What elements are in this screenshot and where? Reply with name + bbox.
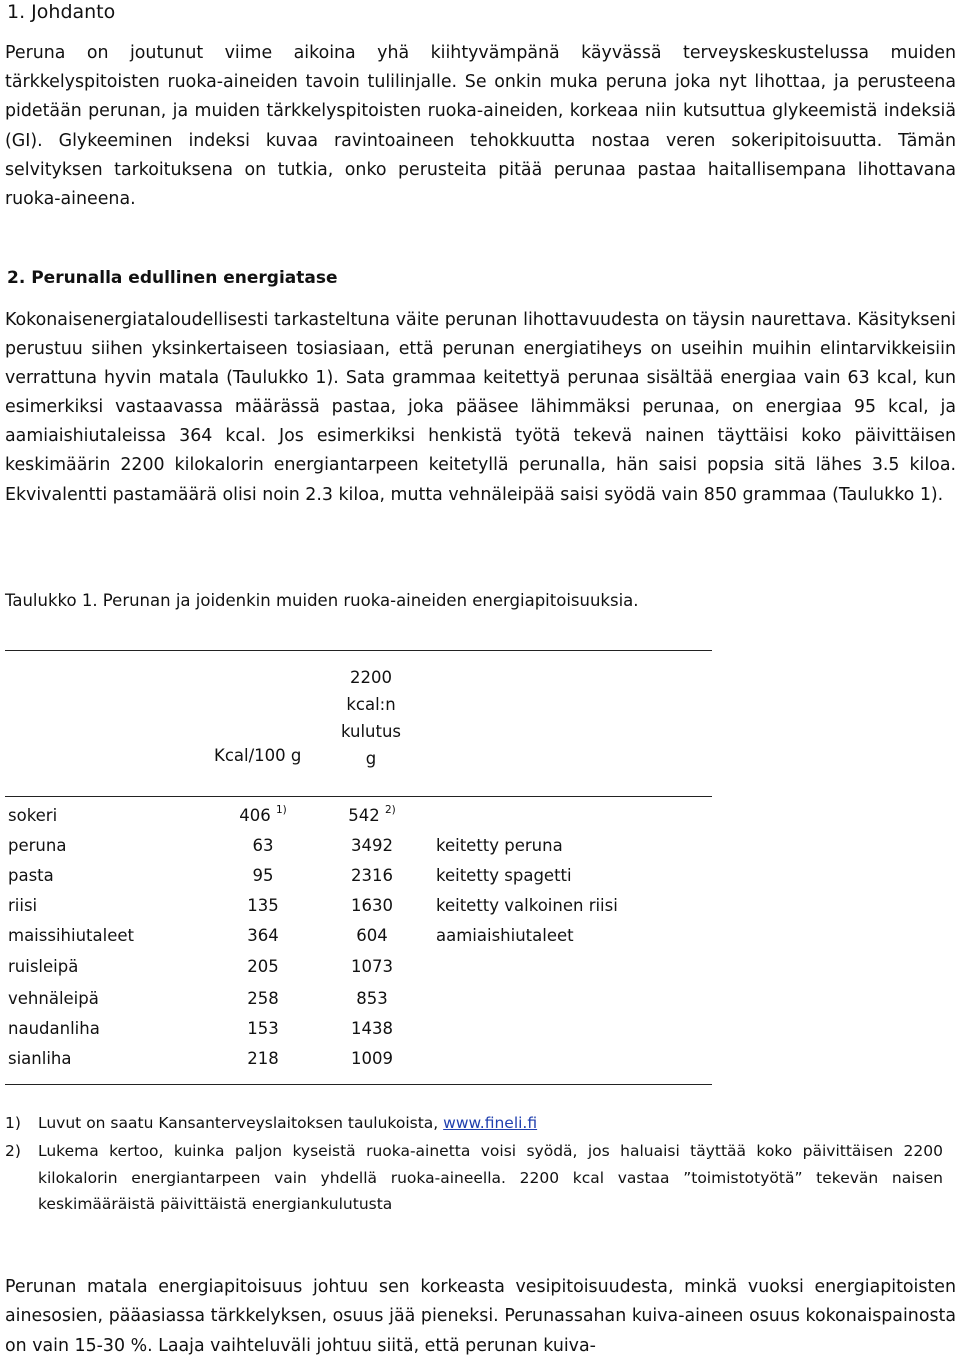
section-1-paragraph: Peruna on joutunut viime aikoina yhä kiihtyvämpänä käyvässä terveyskeskustelussa muiden tärkkelyspitoisten ruoka-aineiden tavoin tulilinjalle. Se onkin muka peruna joka nyt lihottaa, ja perusteena pidetään perunan, ja muiden tärkkelyspitoisten ruoka-aineiden, korkeaa niin kutsuttua glykeemistä indeksiä (GI). Glykeeminen indeksi kuvaa ravintoaineen tehokkuutta nostaa veren sokeripitoisuutta. Tämän selvityksen tarkoituksena on tutkia, onko perusteita pitää perunaa pastaa haitallisempana lihottavana ruoka-aineena. bbox=[5, 43, 956, 210]
row-kcal-value: 218 bbox=[247, 1049, 279, 1068]
row-kcal-value bbox=[225, 803, 301, 829]
row-food-name: peruna bbox=[8, 836, 67, 855]
table-header-rule bbox=[5, 796, 712, 797]
table-row bbox=[5, 1046, 725, 1072]
footnote-ref-1: 1) bbox=[275, 803, 287, 816]
table-row bbox=[5, 923, 725, 949]
row-grams-value: 1073 bbox=[351, 957, 393, 976]
row-food-name: ruisleipä bbox=[8, 957, 79, 976]
footnote-2-number: 2) bbox=[5, 1142, 21, 1160]
row-grams-value: 1438 bbox=[351, 1019, 393, 1038]
table-caption: Taulukko 1. Perunan ja joidenkin muiden ruoka-aineiden energiapitoisuuksia. bbox=[5, 591, 639, 610]
column-header-grams-line: kulutus bbox=[340, 722, 402, 741]
table-bottom-rule bbox=[5, 1084, 712, 1085]
column-header-grams-line: g bbox=[365, 749, 377, 768]
table-row bbox=[5, 863, 725, 889]
column-header-grams-line: 2200 bbox=[350, 668, 392, 687]
row-kcal-value: 63 bbox=[252, 836, 274, 855]
row-kcal-value: 135 bbox=[247, 896, 279, 915]
footnote-1-text-wrap bbox=[38, 1110, 943, 1137]
section-1-heading: 1. Johdanto bbox=[7, 1, 116, 23]
table-row bbox=[5, 893, 725, 919]
row-food-name: pasta bbox=[8, 866, 54, 885]
grams-number: 542 bbox=[348, 806, 380, 825]
closing-paragraph: Perunan matala energiapitoisuus johtuu sen korkeasta vesipitoisuudesta, minkä vuoksi energiapitoisten ainesosien, pääasiassa tärkkelyksen, osuus jää pieneksi. Perunassahan kuiva-aineen osuus kokonaispainosta on vain 15-30 %. Laaja vaihteluväli johtuu siitä, että perunan kuiva- bbox=[5, 1277, 956, 1356]
row-grams-value: 1630 bbox=[351, 896, 393, 915]
section-2-heading: 2. Perunalla edullinen energiatase bbox=[7, 268, 338, 288]
row-note: aamiaishiutaleet bbox=[436, 926, 574, 945]
row-food-name: vehnäleipä bbox=[8, 989, 99, 1008]
fineli-link[interactable]: www.fineli.fi bbox=[443, 1114, 538, 1132]
row-grams-value: 604 bbox=[356, 926, 388, 945]
footnote-2-text: Lukema kertoo, kuinka paljon kyseistä ruoka-ainetta voisi syödä, jos haluaisi täyttää koko päivittäisen 2200 kilokalorin energiantarpeen vain yhdellä ruoka-aineella. 2200 kcal vastaa ”toimistotyötä” tekevän naisen keskimääräistä päivittäistä energiankulutusta bbox=[38, 1142, 943, 1213]
row-food-name: maissihiutaleet bbox=[8, 926, 134, 945]
row-note: keitetty peruna bbox=[436, 836, 563, 855]
footnote-1-text: Luvut on saatu Kansanterveyslaitoksen taulukoista, bbox=[38, 1114, 439, 1132]
kcal-number: 406 bbox=[239, 806, 271, 825]
row-food-name: naudanliha bbox=[8, 1019, 100, 1038]
row-kcal-value: 95 bbox=[252, 866, 274, 885]
row-grams-value: 3492 bbox=[351, 836, 393, 855]
section-2-paragraph: Kokonaisenergiataloudellisesti tarkasteltuna väite perunan lihottavuudesta on täysin naurettava. Käsitykseni perustuu siihen yksinkertaiseen tosiasiaan, että perunan energiatiheys on useihin muihin elintarvikkeisiin verrattuna hyvin matala (Taulukko 1). Sata grammaa keitettyä perunaa sisältää energiaa vain 63 kcal, kun esimerkiksi vastaavassa määrässä pastaa, joka pääsee lähimmäksi perunaa, on energiaa 95 kcal, ja aamiaishiutaleissa 364 kcal. Jos esimerkiksi henkistä työtä tekevä nainen täyttäisi koko päivittäisen keskimäärin 2200 kilokalorin energiantarpeen keitetyllä perunalla, hän saisi popsia sitä lähes 3.5 kiloa. Ekvivalentti pastamäärä olisi noin 2.3 kiloa, mutta vehnäleipää saisi syödä vain 850 grammaa (Taulukko 1). bbox=[5, 310, 956, 505]
table-row bbox=[5, 954, 725, 980]
table-row bbox=[5, 803, 725, 829]
column-header-kcal: Kcal/100 g bbox=[214, 746, 302, 765]
row-kcal-value: 258 bbox=[247, 989, 279, 1008]
row-food-name: riisi bbox=[8, 896, 38, 915]
footnote-1-number: 1) bbox=[5, 1114, 21, 1132]
footnote-ref-2: 2) bbox=[384, 803, 396, 816]
column-header-grams-line: kcal:n bbox=[346, 695, 396, 714]
row-kcal-value: 153 bbox=[247, 1019, 279, 1038]
row-food-name: sianliha bbox=[8, 1049, 72, 1068]
table-row bbox=[5, 833, 725, 859]
row-kcal-value: 205 bbox=[247, 957, 279, 976]
table-top-rule bbox=[5, 650, 712, 651]
row-note: keitetty spagetti bbox=[436, 866, 572, 885]
row-grams-value: 2316 bbox=[351, 866, 393, 885]
column-header-grams bbox=[330, 664, 412, 772]
row-kcal-value: 364 bbox=[247, 926, 279, 945]
row-note: keitetty valkoinen riisi bbox=[436, 896, 618, 915]
row-grams-value bbox=[335, 803, 409, 829]
row-grams-value: 853 bbox=[356, 989, 388, 1008]
table-row bbox=[5, 1016, 725, 1042]
row-grams-value: 1009 bbox=[351, 1049, 393, 1068]
table-row bbox=[5, 986, 725, 1012]
row-food-name: sokeri bbox=[8, 806, 58, 825]
